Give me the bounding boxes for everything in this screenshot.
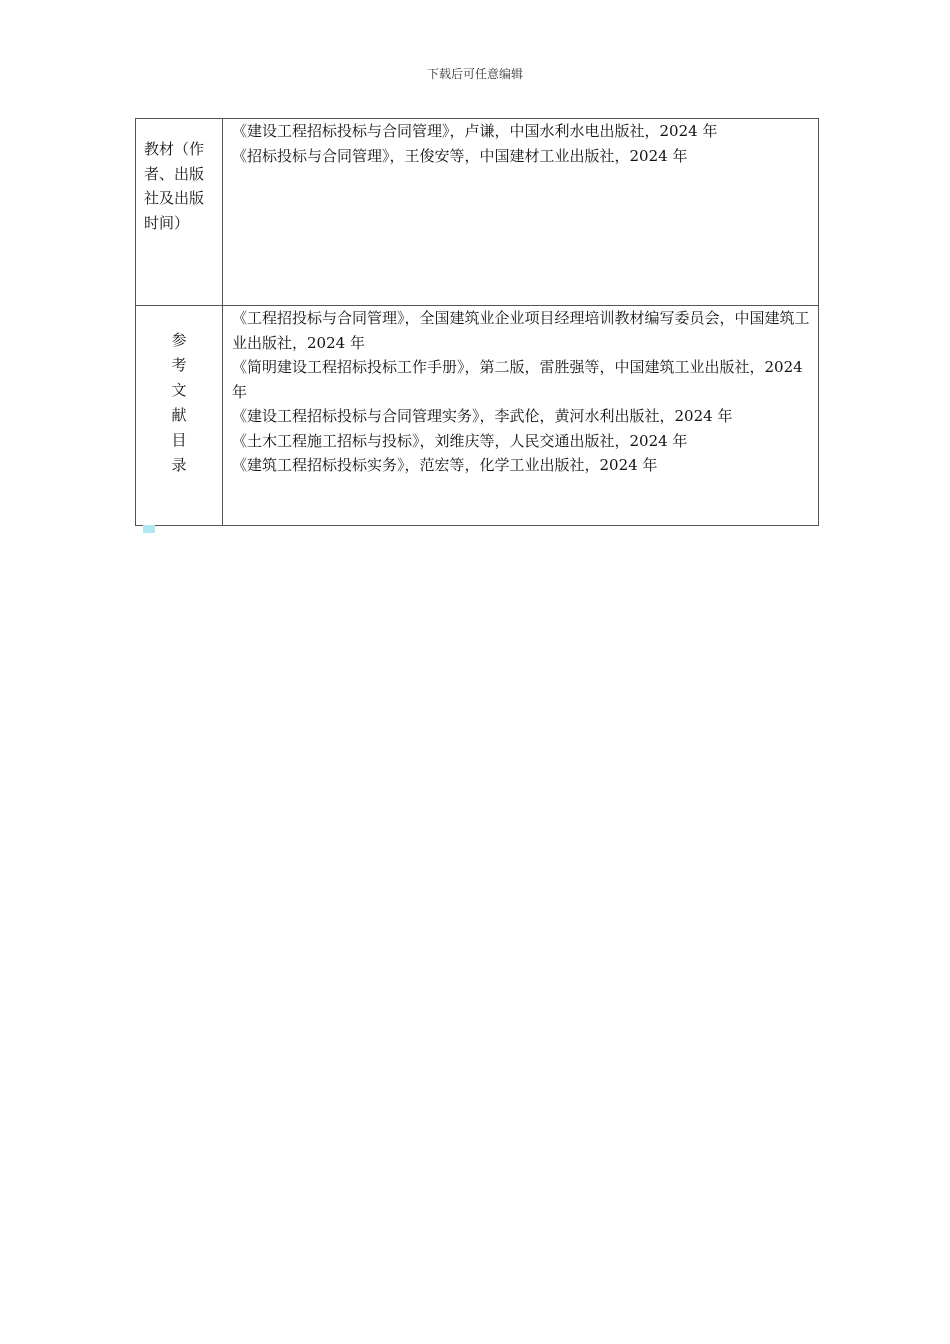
references-label <box>136 306 222 478</box>
page-header: 下载后可任意编辑 <box>426 67 523 81</box>
references-label-cell <box>136 306 223 526</box>
reference-entry: 《简明建设工程招标投标工作手册》，第二版，雷胜强等，中国建筑工业出版社，2024 年 <box>232 358 803 401</box>
reference-entry: 《建筑工程招标投标实务》，范宏等，化学工业出版社，2024 年 <box>232 456 658 474</box>
references-label-char: 考 <box>171 356 187 374</box>
references-label-char: 文 <box>171 381 187 399</box>
reference-entry: 《建设工程招标投标与合同管理实务》，李武伦，黄河水利出版社，2024 年 <box>232 407 733 425</box>
references-content-cell <box>223 306 819 526</box>
course-info-table <box>135 118 819 526</box>
textbook-row <box>136 119 819 306</box>
references-label-char: 参 <box>171 331 187 349</box>
textbook-label-cell <box>136 119 223 306</box>
textbook-entry: 《招标投标与合同管理》，王俊安等，中国建材工业出版社，2024 年 <box>232 146 688 165</box>
textbook-label: 教材（作者、出版社及出版时间） <box>144 140 205 232</box>
reference-entry: 《工程招投标与合同管理》，全国建筑业企业项目经理培训教材编写委员会，中国建筑工业出版社，2024 年 <box>232 309 810 352</box>
table-corner-marker <box>143 525 155 533</box>
reference-entry: 《土木工程施工招标与投标》，刘维庆等，人民交通出版社，2024 年 <box>232 431 688 450</box>
textbook-entry: 《建设工程招标投标与合同管理》，卢谦，中国水利水电出版社，2024 年 <box>232 122 718 140</box>
references-label-char: 录 <box>171 456 187 474</box>
textbook-content-cell <box>223 119 819 306</box>
references-label-char: 献 <box>171 406 187 424</box>
references-row <box>136 306 819 526</box>
references-label-char: 目 <box>171 431 187 449</box>
